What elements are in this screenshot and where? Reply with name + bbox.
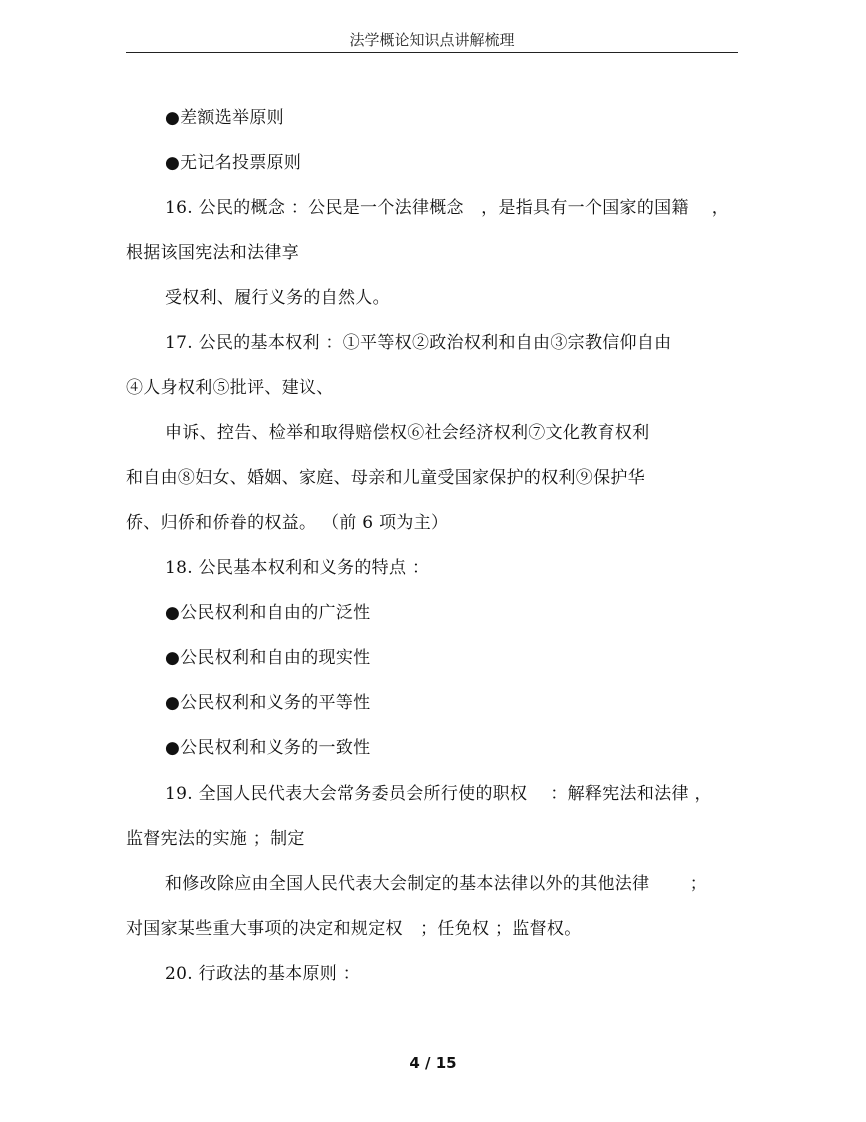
section-19-heading: 19. 全国人民代表大会常务委员会所行使的职权 ：解释宪法和法律 ， [165,784,712,804]
section-20-heading: 20. 行政法的基本原则 ： [165,964,361,984]
list-item: ●公民权利和义务的平等性 [165,693,371,713]
paragraph-line: 侨、归侨和侨眷的权益。 （前 6 项为主） [126,513,449,533]
page-header: 法学概论知识点讲解梳理 [126,28,738,53]
paragraph-line: 申诉、控告、检举和取得赔偿权⑥社会经济权利⑦文化教育权利 [165,423,650,443]
paragraph-line: 监督宪法的实施 ；制定 [126,829,305,849]
list-item: ●公民权利和义务的一致性 [165,738,371,758]
list-item: ●无记名投票原则 [165,153,302,173]
paragraph-line: 和修改除应由全国人民代表大会制定的基本法律以外的其他法律 ； [165,874,708,894]
paragraph-line: 和自由⑧妇女、婚姻、家庭、母亲和儿童受国家保护的权利⑨保护华 [126,468,645,488]
paragraph-line: 根据该国宪法和法律享 [126,243,299,263]
list-item: ●公民权利和自由的现实性 [165,648,371,668]
list-item: ●公民权利和自由的广泛性 [165,603,371,623]
section-18-heading: 18. 公民基本权利和义务的特点 ： [165,558,430,578]
page-number: 4 / 15 [409,1054,457,1072]
section-17-heading: 17. 公民的基本权利 ：①平等权②政治权利和自由③宗教信仰自由 [165,333,672,353]
paragraph-line: 对国家某些重大事项的决定和规定权 ；任免权 ；监督权。 [126,919,582,939]
section-16-heading: 16. 公民的概念 ：公民是一个法律概念 ，是指具有一个国家的国籍 ， [165,198,730,218]
paragraph-line: ④人身权利⑤批评、建议、 [126,378,334,398]
paragraph-line: 受权利、履行义务的自然人。 [165,288,390,308]
list-item: ●差额选举原则 [165,108,284,128]
